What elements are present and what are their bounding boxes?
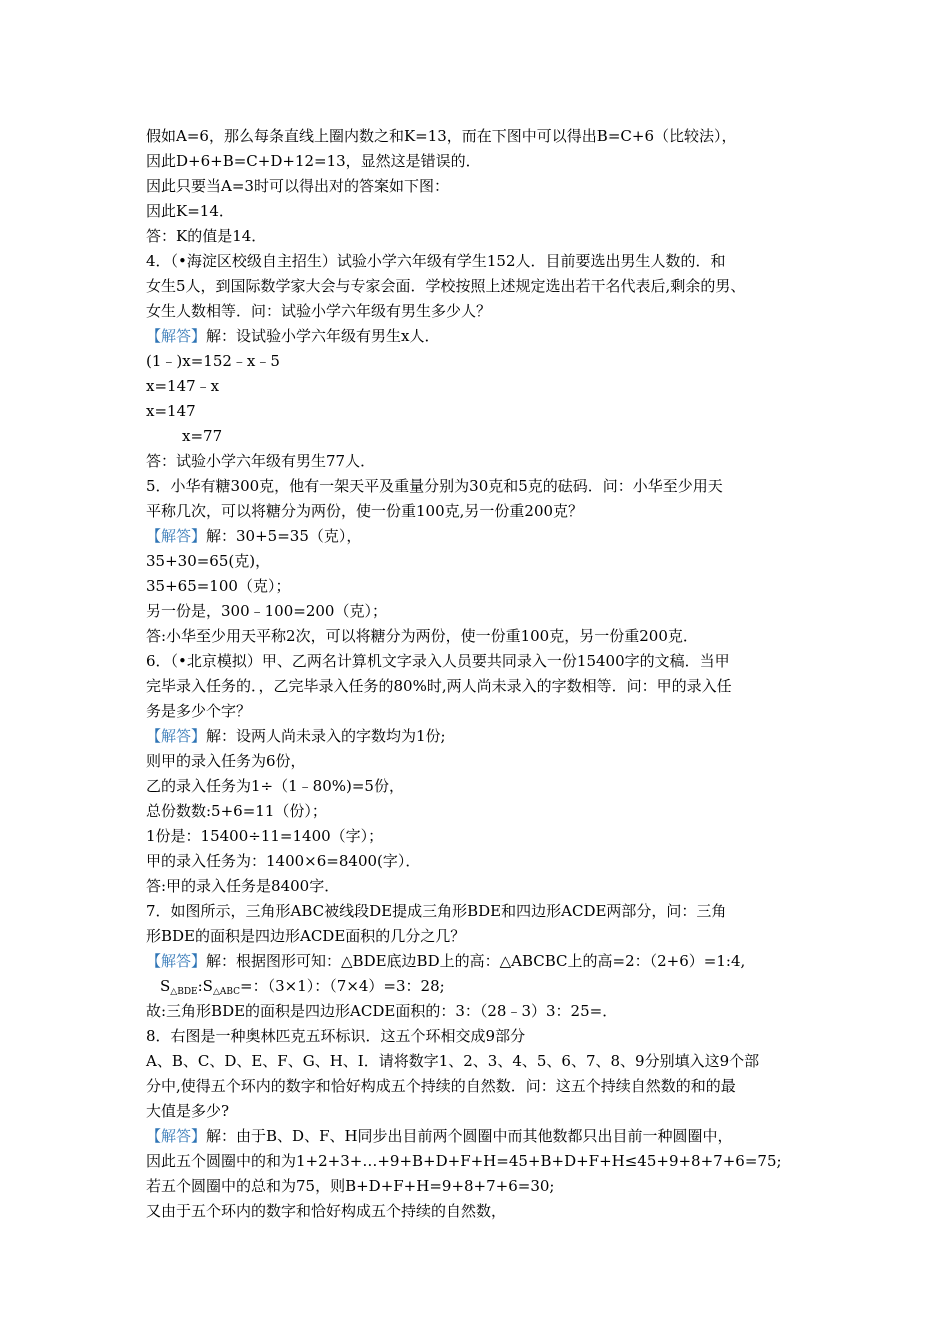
- answer-text: 解：根据图形可知：△BDE底边BD上的高：△ABCBC上的高=2：（2+6）=1:4,: [206, 952, 746, 970]
- text-line: 总份数数:5+6=11（份）；: [146, 802, 327, 820]
- text-line: 分中,使得五个环内的数字和恰好构成五个持续的自然数．问：这五个持续自然数的和的最: [146, 1077, 736, 1095]
- answer-line: [146, 724, 446, 749]
- text-line: A、B、C、D、E、F、G、H、I．请将数字1、2、3、4、5、6、7、8、9分别填入这9个部: [146, 1052, 760, 1070]
- answer-tag: 【解答】: [146, 327, 207, 345]
- text-line: 答:甲的录入任务是8400字．: [146, 877, 340, 895]
- text-line: x=147﹣x: [146, 377, 220, 395]
- answer-line: [146, 524, 361, 549]
- text-line: 乙的录入任务为1÷（1﹣80%)=5份，: [146, 777, 404, 795]
- text-line: 因此K=14．: [146, 202, 234, 220]
- text-line: 另一份是，300﹣100=200（克）；: [146, 602, 387, 620]
- question-6: 6．（•北京模拟）甲、乙两名计算机文字录入人员要共同录入一份15400字的文稿．当甲: [146, 652, 730, 670]
- answer-line: [146, 1124, 733, 1149]
- text-line: 因此D+6+B=C+D+12=13，显然这是错误的．: [146, 152, 481, 170]
- text-line: 女生人数相等．问：试验小学六年级有男生多少人？: [146, 302, 492, 320]
- question-7: 7．如图所示，三角形ABC被线段DE提成三角形BDE和四边形ACDE两部分，问：三角: [146, 902, 727, 920]
- question-4: 4．（•海淀区校级自主招生）试验小学六年级有学生152人．目前要选出男生人数的．和: [146, 252, 726, 270]
- answer-tag: 【解答】: [146, 1127, 207, 1145]
- answer-text: 解：设两人尚未录入的字数均为1份;: [206, 727, 446, 745]
- answer-text: 解：设试验小学六年级有男生x人．: [206, 327, 440, 345]
- text-line: 大值是多少?: [146, 1102, 230, 1120]
- answer-line: [146, 949, 745, 974]
- answer-text: 解：30+5=35（克），: [206, 527, 362, 545]
- area-ratio-line: $S_{\triangle BDE}:S_{\triangle ABC}=$：（3×1）：（7×4）=3：28;: [160, 977, 445, 997]
- text-line: 平称几次，可以将糖分为两份，使一份重100克,另一份重200克？: [146, 502, 584, 520]
- text-line: x=77: [182, 427, 223, 445]
- text-line: 则甲的录入任务为6份，: [146, 752, 306, 770]
- text-line: 故:三角形BDE的面积是四边形ACDE面积的：3：（28﹣3）3：25=．: [146, 1002, 618, 1020]
- answer-line: [146, 324, 439, 349]
- text-line: 甲的录入任务为：1400×6=8400(字）．: [146, 852, 421, 870]
- text-line: 35+65=100（克）；: [146, 577, 291, 595]
- text-line: 因此五个圆圈中的和为1+2+3+…+9+B+D+F+H=45+B+D+F+H≤45+9+8+7+6=75;: [146, 1152, 782, 1170]
- text-line: 又由于五个环内的数字和恰好构成五个持续的自然数，: [146, 1202, 507, 1220]
- text-line: 完毕录入任务的．，乙完毕录入任务的80%时,两人尚未录入的字数相等．问：甲的录入任: [146, 677, 732, 695]
- text-line: 1份是：15400÷11=1400（字）；: [146, 827, 384, 845]
- question-5: 5．小华有糖300克，他有一架天平及重量分别为30克和5克的砝码．问：小华至少用天: [146, 477, 723, 495]
- text-line: 35+30=65(克)，: [146, 552, 271, 570]
- text-line: x=147: [146, 402, 196, 420]
- text-line: 假如A=6，那么每条直线上圈内数之和K=13，而在下图中可以得出B=C+6（比较法），: [146, 127, 737, 145]
- answer-tag: 【解答】: [146, 727, 207, 745]
- text-line: 因此只要当A=3时可以得出对的答案如下图：: [146, 177, 449, 195]
- text-line: 女生5人，到国际数学家大会与专家会面．学校按照上述规定选出若干名代表后,剩余的男、: [146, 277, 746, 295]
- answer-tag: 【解答】: [146, 527, 207, 545]
- text-line: 答：K的值是14．: [146, 227, 267, 245]
- text-line: 形BDE的面积是四边形ACDE面积的几分之几？: [146, 927, 466, 945]
- text-line: 务是多少个字？: [146, 702, 252, 720]
- text-line: 若五个圆圈中的总和为75，则B+D+F+H=9+8+7+6=30;: [146, 1177, 555, 1195]
- text-line: (1﹣)x=152﹣x﹣5: [146, 352, 280, 370]
- answer-tag: 【解答】: [146, 952, 207, 970]
- answer-text: 解：由于B、D、F、H同步出目前两个圆圈中而其他数都只出目前一种圆圈中，: [206, 1127, 733, 1145]
- question-8: 8．右图是一种奥林匹克五环标识．这五个环相交成9部分: [146, 1027, 526, 1045]
- text-line: 答:小华至少用天平称2次，可以将糖分为两份，使一份重100克，另一份重200克．: [146, 627, 698, 645]
- text-line: 答：试验小学六年级有男生77人．: [146, 452, 376, 470]
